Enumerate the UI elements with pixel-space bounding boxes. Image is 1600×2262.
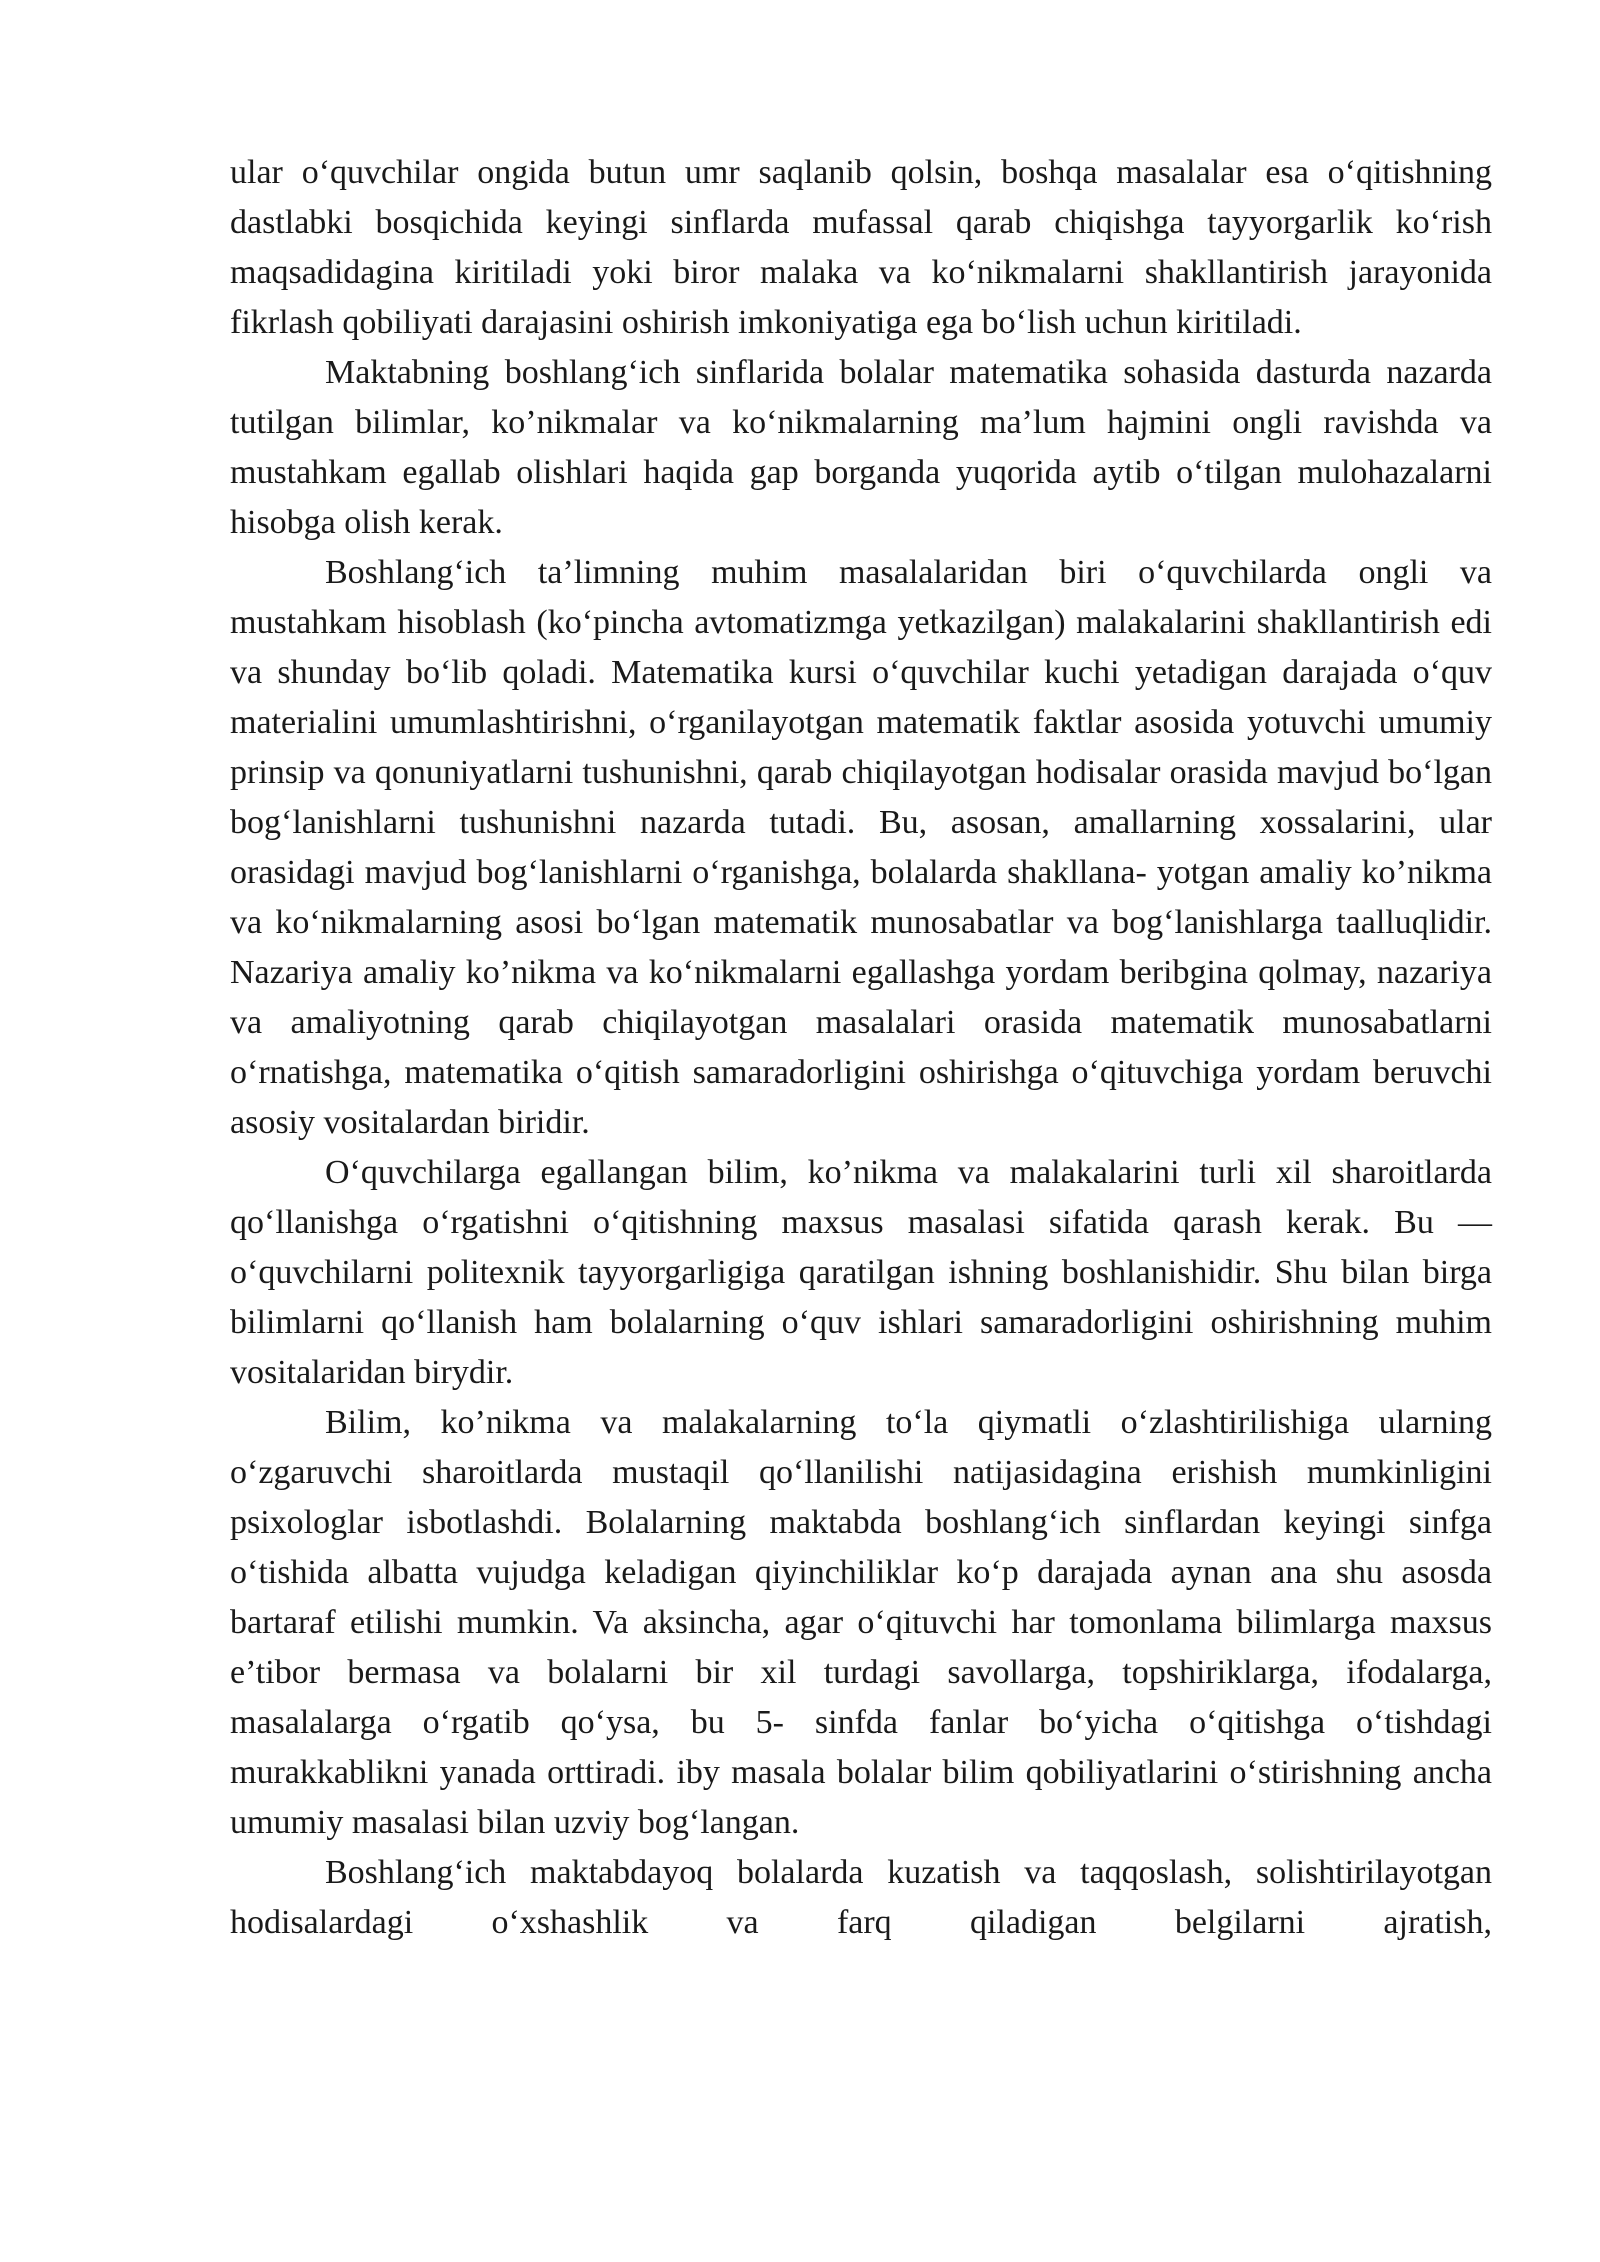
paragraph-truncated: Boshlang‘ich maktabdayoq bolalarda kuzatish va taqqoslash, solishtirilayotgan hodisalardagi o‘xshashlik va farq qiladigan belgilarni ajratish, xyxy=(230,1854,1492,1941)
document-page xyxy=(230,148,1492,1948)
paragraph: Boshlang‘ich ta’limning muhim masalalaridan biri o‘quvchilarda ongli va mustahkam hisoblash (ko‘pincha avtomatizmga yetkazilgan) malakalarini shakllantirish edi va shunday bo‘lib qoladi. Matematika kursi o‘quvchilar kuchi yetadigan darajada o‘quv materialini umumlashtirishni, o‘rganilayotgan matematik faktlar asosida yotuvchi umumiy prinsip va qonuniyatlarni tushunishni, qarab chiqilayotgan hodisalar orasida mavjud bo‘lgan bog‘lanishlarni tushunishni nazarda tutadi. Bu, asosan, amallarning xossalarini, ular orasidagi mavjud bog‘lanishlarni o‘rganishga, bolalarda shakllana- yotgan amaliy ko’nikma va ko‘nikmalarning asosi bo‘lgan matematik munosabatlar va bog‘lanishlarga taalluqlidir. Nazariya amaliy ko’nikma va ko‘nikmalarni egallashga yordam beribgina qolmay, nazariya va amaliyotning qarab chiqilayotgan masalalari orasida matematik munosabatlarni o‘rnatishga, matematika o‘qitish samaradorligini oshirishga o‘qituvchiga yordam beruvchi asosiy vositalardan biridir. xyxy=(230,554,1492,1141)
paragraph-continuation: ular o‘quvchilar ongida butun umr saqlanib qolsin, boshqa masalalar esa o‘qitishning dastlabki bosqichida keyingi sinflarda mufassal qarab chiqishga tayyorgarlik ko‘rish maqsadidagina kiritiladi yoki biror malaka va ko‘nikmalarni shakllantirish jarayonida fikrlash qobiliyati darajasini oshirish imkoniyatiga ega bo‘lish uchun kiritiladi. xyxy=(230,154,1492,341)
paragraph: Bilim, ko’nikma va malakalarning to‘la qiymatli o‘zlashtirilishiga ularning o‘zgaruvchi sharoitlarda mustaqil qo‘llanilishi natijasidagina erishish mumkinligini psixologlar isbotlashdi. Bolalarning maktabda boshlang‘ich sinflardan keyingi sinfga o‘tishida albatta vujudga keladigan qiyinchiliklar ko‘p darajada aynan ana shu asosda bartaraf etilishi mumkin. Va aksincha, agar o‘qituvchi har tomonlama bilimlarga maxsus e’tibor bermasa va bolalarni bir xil turdagi savollarga, topshiriklarga, ifodalarga, masalalarga o‘rgatib qo‘ysa, bu 5- sinfda fanlar bo‘yicha o‘qitishga o‘tishdagi murakkablikni yanada orttiradi. iby masala bolalar bilim qobiliyatlarini o‘stirishning ancha umumiy masalasi bilan uzviy bog‘langan. xyxy=(230,1404,1492,1841)
paragraph: O‘quvchilarga egallangan bilim, ko’nikma va malakalarini turli xil sharoitlarda qo‘llanishga o‘rgatishni o‘qitishning maxsus masalasi sifatida qarash kerak. Bu — o‘quvchilarni politexnik tayyorgarligiga qaratilgan ishning boshlanishidir. Shu bilan birga bilimlarni qo‘llanish ham bolalarning o‘quv ishlari samaradorligini oshirishning muhim vositalaridan birydir. xyxy=(230,1154,1492,1391)
paragraph: Maktabning boshlang‘ich sinflarida bolalar matematika sohasida dasturda nazarda tutilgan bilimlar, ko’nikmalar va ko‘nikmalarning ma’lum hajmini ongli ravishda va mustahkam egallab olishlari haqida gap borganda yuqorida aytib o‘tilgan mulohazalarni hisobga olish kerak. xyxy=(230,354,1492,541)
